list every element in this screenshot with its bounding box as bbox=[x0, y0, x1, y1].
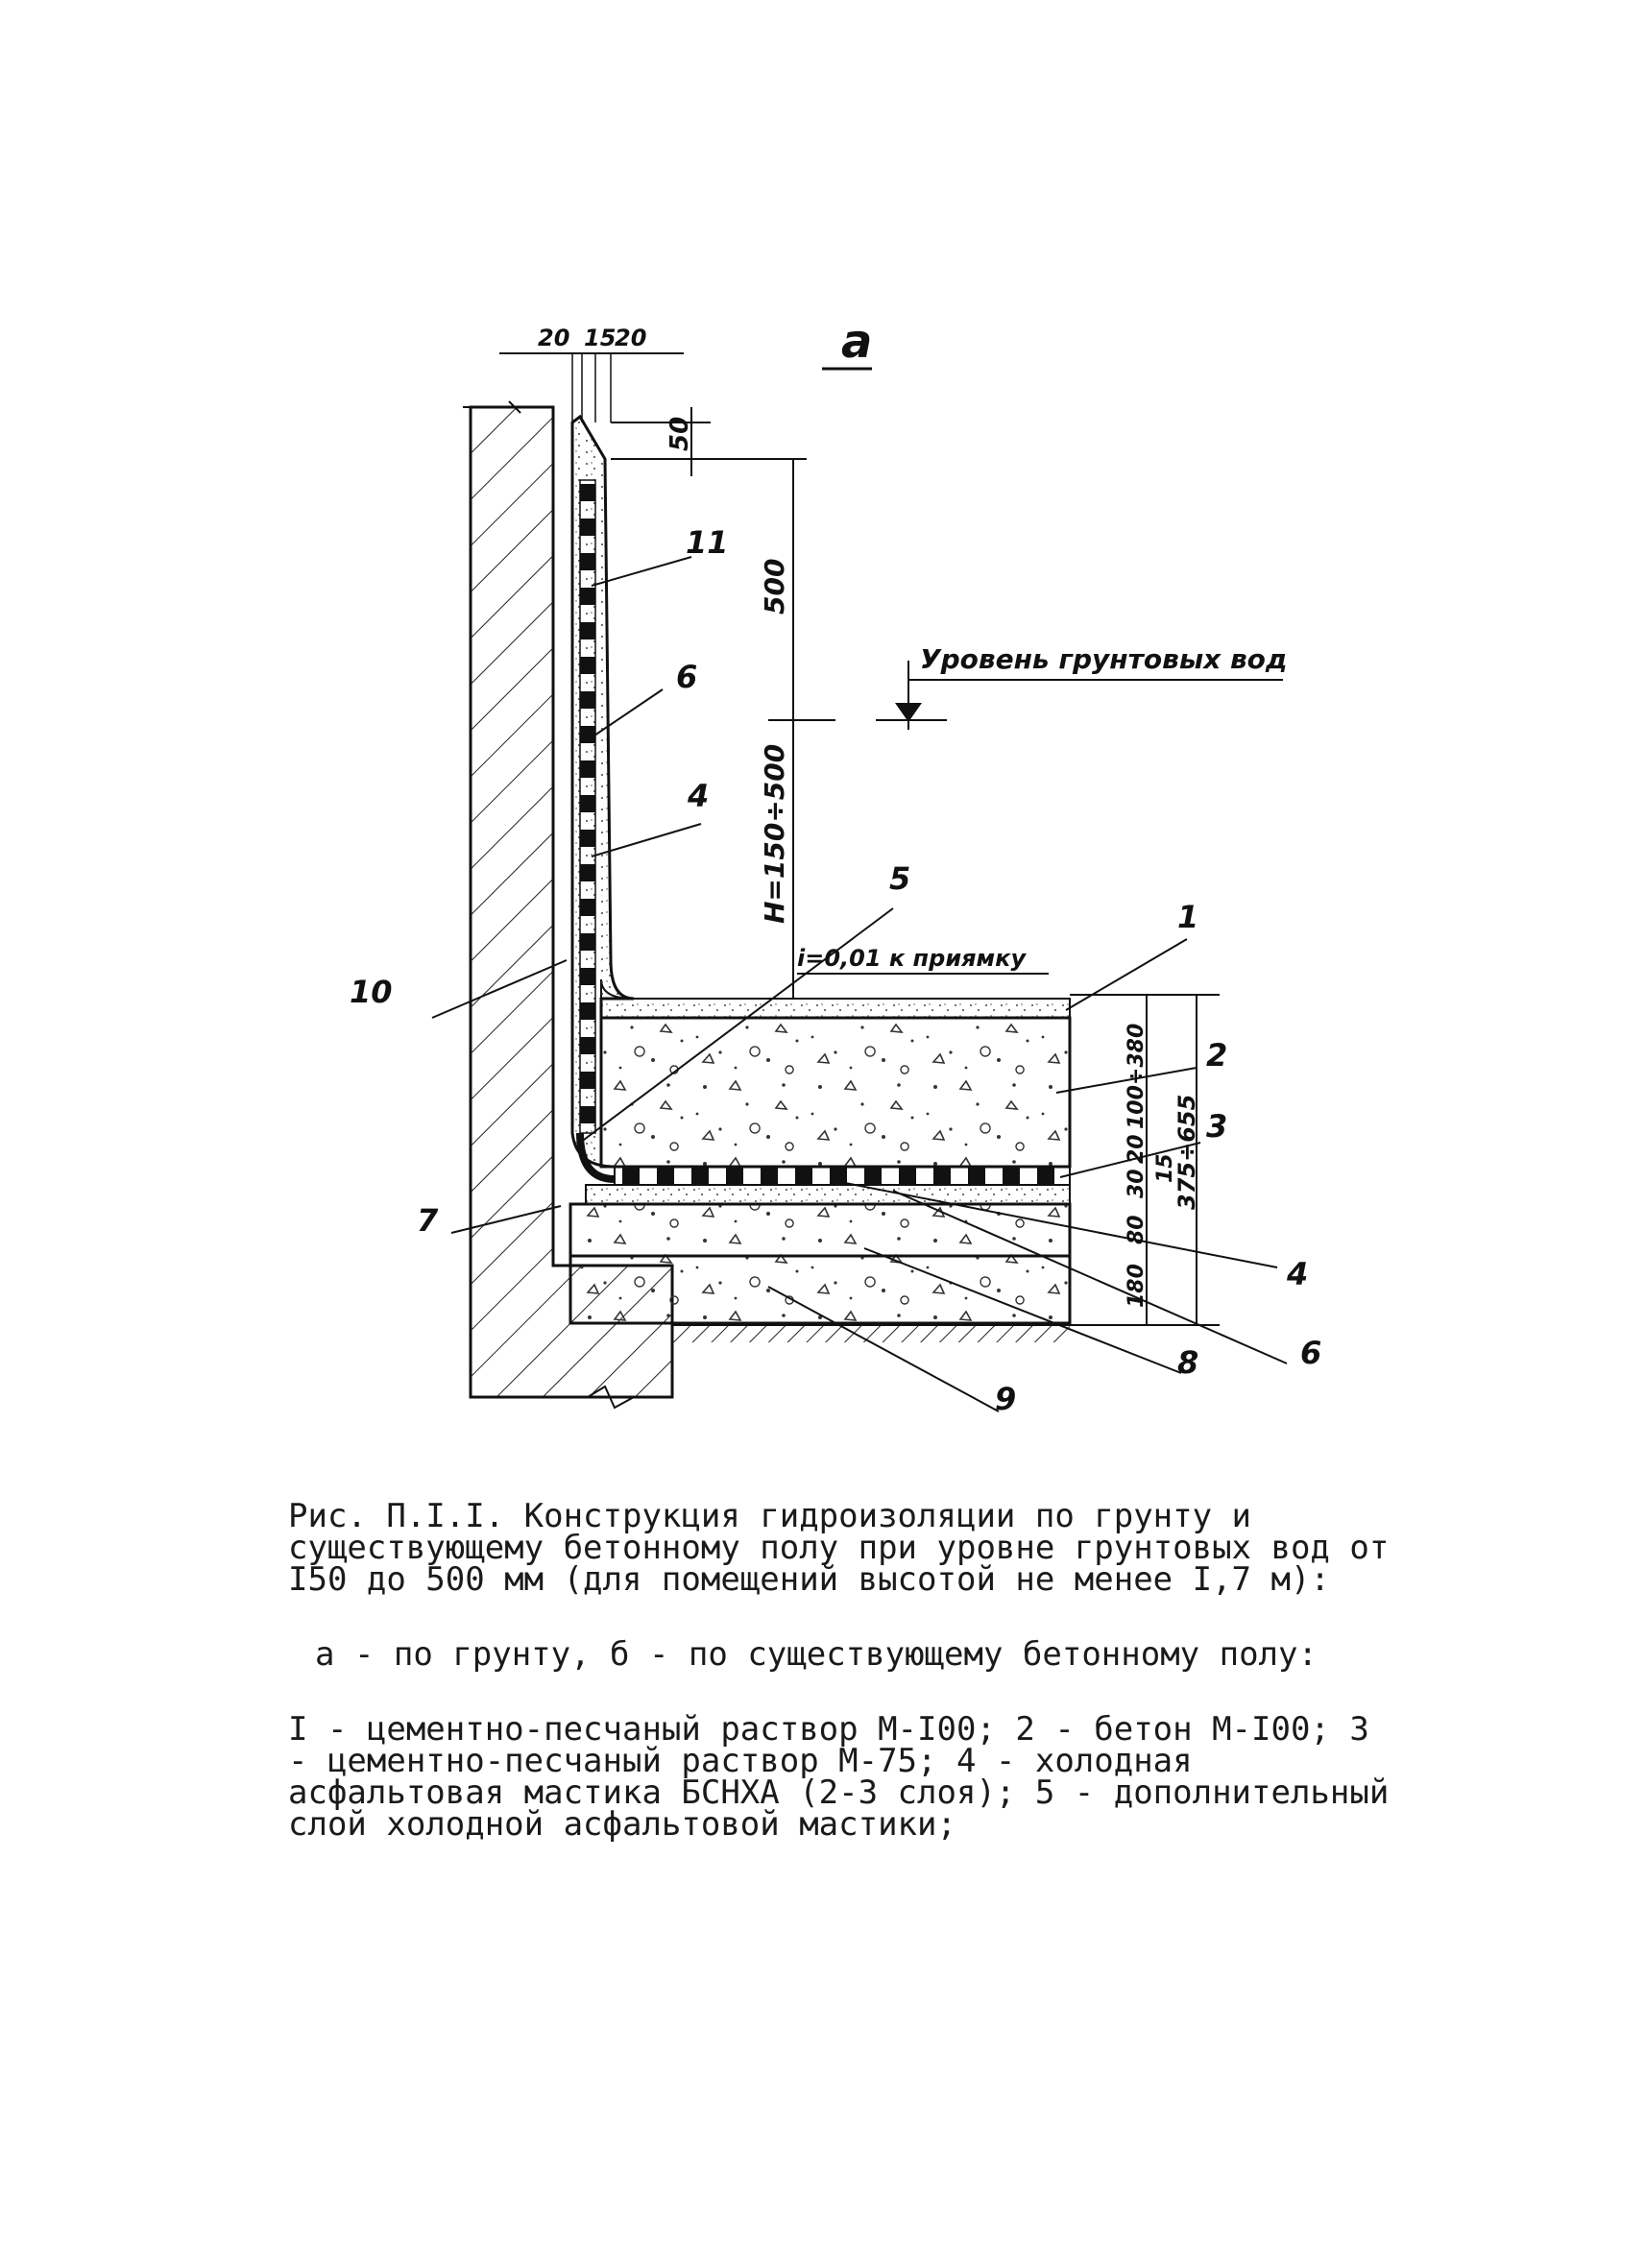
right-dim-3: 30 bbox=[1125, 1169, 1149, 1198]
callout-2: 2 bbox=[1206, 1037, 1228, 1074]
overall-dim: 375÷655 bbox=[1173, 1094, 1200, 1210]
callout-6-floor: 6 bbox=[1300, 1335, 1322, 1371]
concrete-slab bbox=[601, 1018, 1070, 1167]
dim-h: H=150÷500 bbox=[759, 743, 790, 924]
right-dim-1: 100÷380 bbox=[1125, 1023, 1149, 1129]
callout-1: 1 bbox=[1177, 899, 1199, 935]
callout-3: 3 bbox=[1206, 1108, 1228, 1145]
right-dim-6: 180 bbox=[1125, 1264, 1149, 1308]
callout-5: 5 bbox=[889, 860, 911, 897]
figure-caption bbox=[288, 1469, 1402, 1884]
mastic-floor bbox=[615, 1167, 1070, 1185]
slope-label: i=0,01 к приямку bbox=[797, 945, 1027, 972]
callout-10: 10 bbox=[350, 974, 393, 1010]
caption-title: Рис. П.I.I. Конструкция гидроизоляции по грунту и существующему бетонному полу при уровне грунтовых вод от I50 до 500 мм (для помещений высотой не менее I,7 м): bbox=[288, 1497, 1390, 1599]
soil-hatch bbox=[672, 1325, 1070, 1342]
callout-4: 4 bbox=[688, 778, 710, 814]
wall-dim-3: 20 bbox=[615, 325, 647, 351]
callout-9: 9 bbox=[995, 1381, 1017, 1417]
view-label: а bbox=[841, 315, 873, 369]
callout-6: 6 bbox=[676, 659, 698, 695]
callout-7: 7 bbox=[417, 1202, 439, 1239]
dim-500: 500 bbox=[759, 558, 790, 615]
right-dim-5: 80 bbox=[1125, 1215, 1149, 1244]
caption-variants: а - по грунту, б - по существующему бетонному полу: bbox=[315, 1635, 1318, 1674]
caption-legend: I - цементно-песчаный раствор М-I00; 2 - бетон М-I00; 3 - цементно-песчаный раствор М-75; 4 - холодная асфальтовая мастика БСНХА (2-3 слоя); 5 - дополнительный слой холодной асфальтовой мастики; bbox=[288, 1710, 1390, 1844]
wall-dim-2: 15 bbox=[584, 325, 617, 351]
groundwater-label: Уровень грунтовых вод bbox=[920, 643, 1288, 675]
wall-dim-1: 20 bbox=[538, 325, 570, 351]
mastic-wall bbox=[580, 480, 595, 1133]
screed-layer-3 bbox=[586, 1185, 1070, 1204]
callout-8: 8 bbox=[1177, 1344, 1199, 1381]
callout-4-floor: 4 bbox=[1287, 1256, 1309, 1292]
gravel-base bbox=[570, 1256, 1070, 1323]
callout-11: 11 bbox=[686, 524, 729, 561]
right-dim-4: 15 bbox=[1153, 1153, 1177, 1183]
top-screed bbox=[601, 979, 1070, 1018]
dim-50: 50 bbox=[665, 416, 694, 451]
right-dim-2: 20 bbox=[1125, 1134, 1149, 1164]
